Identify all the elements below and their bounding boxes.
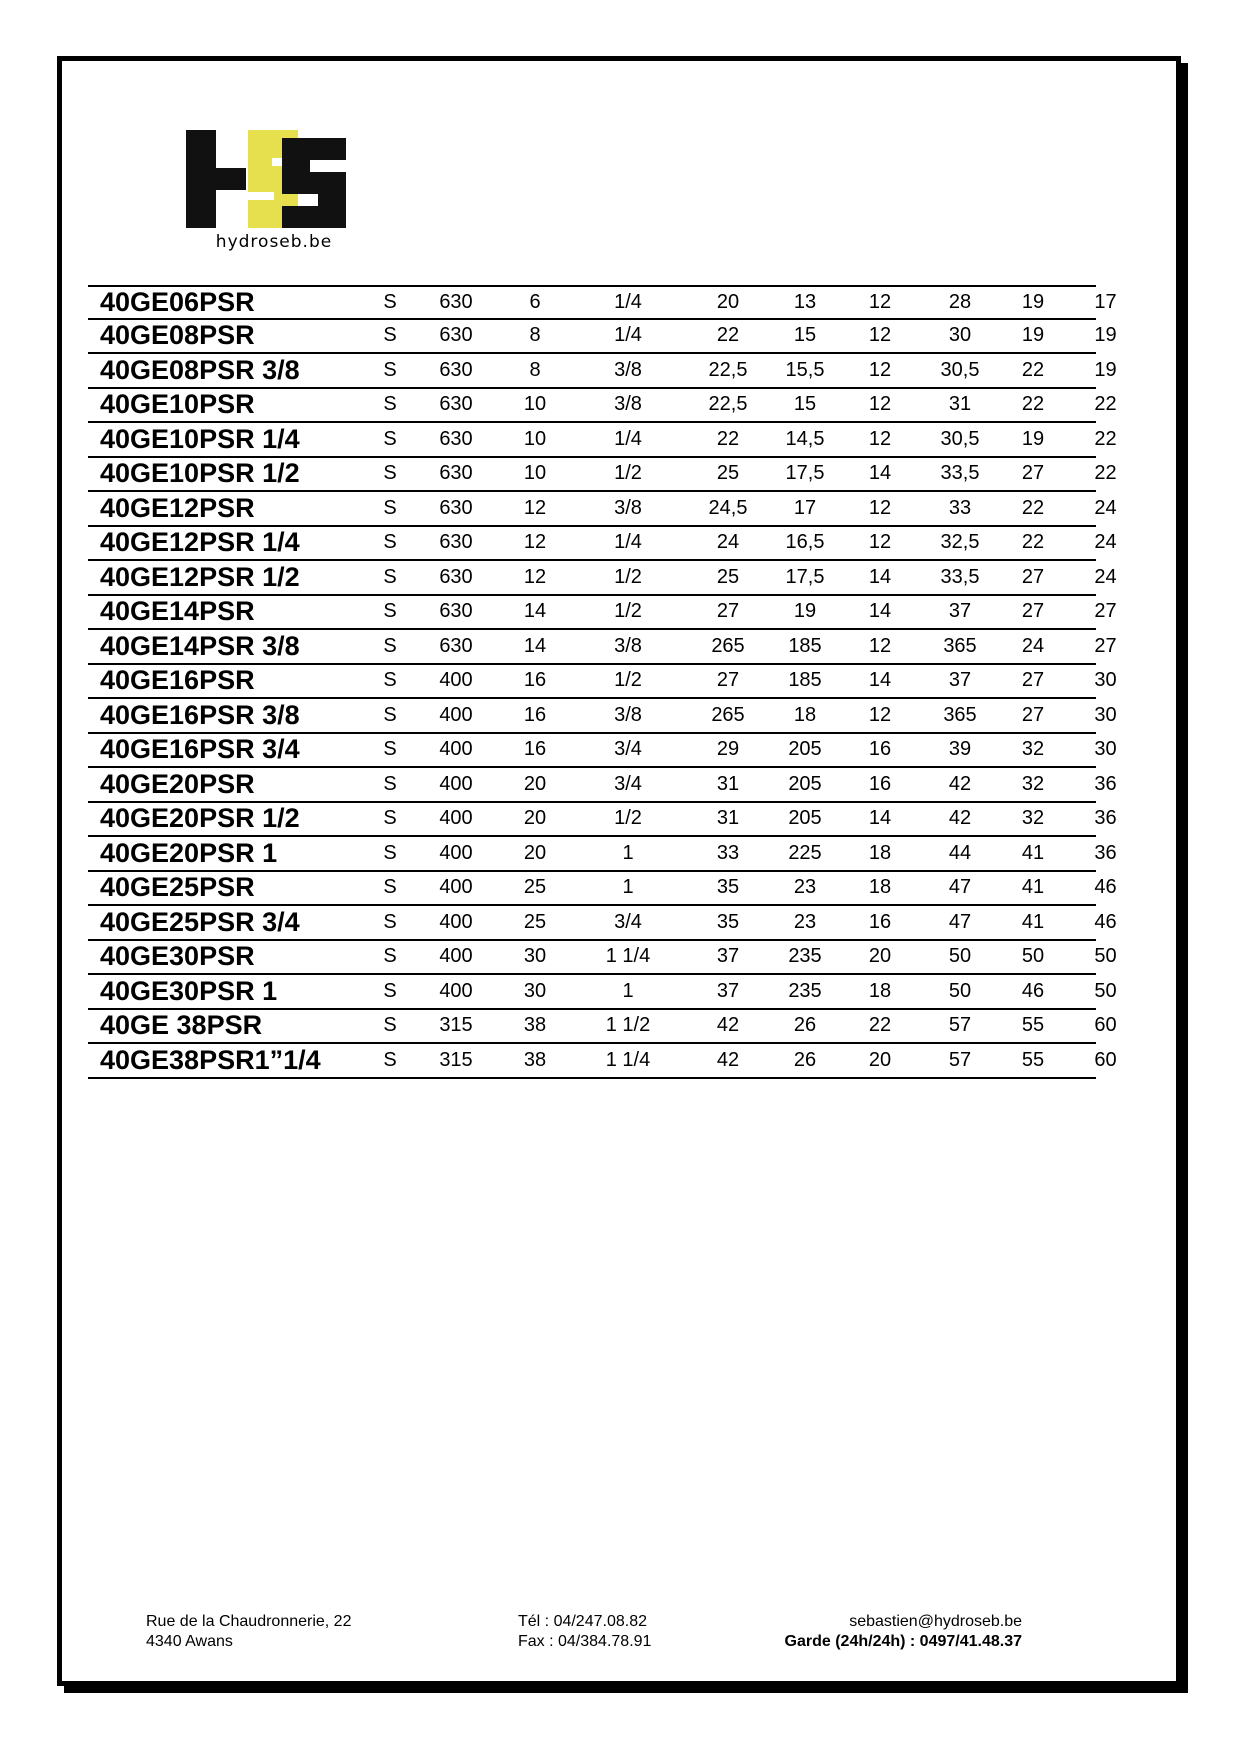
- table-cell: S: [383, 290, 397, 313]
- table-cell: 27: [1094, 600, 1117, 623]
- table-cell: 18: [868, 979, 892, 1002]
- table-cell: 55: [1021, 1014, 1045, 1037]
- table-cell: 16: [868, 910, 892, 933]
- product-reference: 40GE20PSR 1/2: [100, 803, 300, 834]
- table-cell: 20: [523, 807, 547, 830]
- table-cell: 12: [868, 393, 892, 416]
- product-reference: 40GE16PSR 3/8: [100, 699, 300, 730]
- table-cell: 50: [948, 979, 972, 1002]
- table-cell: 1/4: [614, 290, 642, 313]
- table-cell: 30,5: [940, 358, 980, 381]
- table-row: [88, 665, 1117, 700]
- table-cell: 400: [439, 738, 473, 761]
- product-reference: 40GE 38PSR: [100, 1010, 263, 1041]
- table-cell: 10: [523, 427, 547, 450]
- table-cell: 36: [1094, 807, 1117, 830]
- table-cell: 22: [1021, 393, 1045, 416]
- table-cell: 46: [1021, 979, 1045, 1002]
- table-cell: 22: [1094, 462, 1117, 485]
- table-cell: 235: [788, 979, 822, 1002]
- table-cell: 47: [948, 910, 972, 933]
- table-cell: 10: [523, 462, 547, 485]
- table-cell: 3/8: [614, 496, 642, 519]
- product-reference: 40GE12PSR: [100, 492, 255, 523]
- table-cell: 55: [1021, 1048, 1045, 1071]
- table-cell: 20: [716, 290, 740, 313]
- table-cell: 1 1/4: [605, 1048, 651, 1071]
- table-cell: 38: [523, 1014, 547, 1037]
- table-cell: 1/2: [614, 669, 642, 692]
- table-cell: 3/4: [614, 738, 642, 761]
- table-cell: S: [383, 772, 397, 795]
- table-row: [88, 837, 1117, 872]
- table-row: [88, 596, 1117, 631]
- table-cell: 36: [1094, 841, 1117, 864]
- table-cell: 24: [1094, 531, 1117, 554]
- table-cell: 630: [439, 496, 473, 519]
- table-cell: 12: [868, 531, 892, 554]
- table-cell: 46: [1094, 876, 1117, 899]
- table-cell: 42: [948, 772, 972, 795]
- table-cell: S: [383, 807, 397, 830]
- table-cell: 400: [439, 669, 473, 692]
- table-cell: 26: [793, 1048, 817, 1071]
- table-cell: 12: [868, 703, 892, 726]
- table-cell: 30: [1094, 669, 1117, 692]
- table-cell: 22: [716, 427, 740, 450]
- product-reference: 40GE10PSR: [100, 389, 255, 420]
- table-cell: 22: [1021, 531, 1045, 554]
- table-cell: S: [383, 634, 397, 657]
- table-cell: 24: [716, 531, 740, 554]
- table-cell: 50: [1094, 979, 1117, 1002]
- table-cell: 12: [868, 496, 892, 519]
- table-cell: 12: [523, 531, 547, 554]
- table-cell: S: [383, 600, 397, 623]
- table-cell: 365: [943, 703, 977, 726]
- table-cell: 14: [868, 600, 892, 623]
- table-cell: 14: [868, 669, 892, 692]
- footer-contact: [700, 1612, 1022, 1652]
- table-cell: 50: [1094, 945, 1117, 968]
- table-cell: 400: [439, 945, 473, 968]
- table-cell: 12: [523, 565, 547, 588]
- table-cell: 37: [716, 979, 740, 1002]
- table-cell: 400: [439, 703, 473, 726]
- table-cell: S: [383, 565, 397, 588]
- table-cell: 400: [439, 841, 473, 864]
- table-row: [88, 941, 1117, 976]
- table-cell: 32: [1021, 807, 1045, 830]
- table-row: [88, 1010, 1117, 1045]
- table-cell: 12: [868, 290, 892, 313]
- table-row: [88, 320, 1117, 355]
- product-reference: 40GE12PSR 1/2: [100, 561, 300, 592]
- table-cell: 36: [1094, 772, 1117, 795]
- table-cell: 57: [948, 1048, 972, 1071]
- table-cell: 14: [868, 807, 892, 830]
- logo-text: hydroseb.be: [215, 232, 333, 252]
- table-cell: 32,5: [940, 531, 980, 554]
- table-row: [88, 1044, 1117, 1079]
- table-cell: 16: [523, 703, 547, 726]
- table-cell: 15: [793, 393, 817, 416]
- table-cell: 1/2: [614, 600, 642, 623]
- table-cell: 25: [523, 876, 547, 899]
- address-city: 4340 Awans: [146, 1633, 233, 1650]
- table-cell: 30: [948, 324, 972, 347]
- table-cell: 16: [523, 738, 547, 761]
- table-cell: 23: [793, 876, 817, 899]
- table-cell: 23: [793, 910, 817, 933]
- table-cell: 32: [1021, 772, 1045, 795]
- table-cell: 60: [1094, 1048, 1117, 1071]
- table-cell: 27: [1021, 703, 1045, 726]
- table-cell: 19: [793, 600, 817, 623]
- table-cell: 20: [523, 772, 547, 795]
- table-cell: 19: [1021, 290, 1045, 313]
- table-cell: 18: [868, 841, 892, 864]
- table-cell: 12: [868, 324, 892, 347]
- table-cell: 50: [948, 945, 972, 968]
- table-cell: 20: [868, 945, 892, 968]
- product-reference: 40GE16PSR: [100, 665, 255, 696]
- table-cell: 42: [716, 1048, 740, 1071]
- table-row: [88, 872, 1117, 907]
- table-cell: 15: [793, 324, 817, 347]
- table-row: [88, 389, 1117, 424]
- table-cell: 14: [868, 462, 892, 485]
- table-cell: 14: [868, 565, 892, 588]
- table-cell: 630: [439, 290, 473, 313]
- table-row: [88, 527, 1117, 562]
- table-cell: 12: [868, 358, 892, 381]
- table-cell: 1/4: [614, 324, 642, 347]
- table-cell: 19: [1094, 324, 1117, 347]
- table-cell: 42: [716, 1014, 740, 1037]
- table-cell: S: [383, 1014, 397, 1037]
- table-cell: 27: [1021, 669, 1045, 692]
- table-cell: 37: [948, 600, 972, 623]
- table-cell: 18: [868, 876, 892, 899]
- table-cell: 46: [1094, 910, 1117, 933]
- table-row: [88, 975, 1117, 1010]
- table-cell: 28: [948, 290, 972, 313]
- table-cell: 30,5: [940, 427, 980, 450]
- table-cell: 25: [716, 565, 740, 588]
- footer-address: [146, 1612, 351, 1652]
- table-cell: 1/2: [614, 462, 642, 485]
- table-cell: 6: [529, 290, 541, 313]
- garde-number: Garde (24h/24h) : 0497/41.48.37: [784, 1633, 1022, 1650]
- table-cell: 33: [716, 841, 740, 864]
- table-cell: 1/2: [614, 807, 642, 830]
- product-reference: 40GE14PSR 3/8: [100, 630, 300, 661]
- table-cell: 400: [439, 910, 473, 933]
- table-cell: 12: [868, 634, 892, 657]
- table-row: [88, 906, 1117, 941]
- address-street: Rue de la Chaudronnerie, 22: [146, 1613, 352, 1630]
- table-cell: 365: [943, 634, 977, 657]
- table-cell: 3/4: [614, 772, 642, 795]
- table-cell: 17,5: [785, 462, 825, 485]
- table-cell: 205: [788, 807, 822, 830]
- table-cell: 22: [716, 324, 740, 347]
- table-cell: 1 1/2: [605, 1014, 651, 1037]
- product-reference: 40GE06PSR: [100, 286, 255, 317]
- table-cell: S: [383, 1048, 397, 1071]
- table-cell: 14: [523, 634, 547, 657]
- footer-phone: [518, 1612, 651, 1652]
- table-cell: 31: [716, 807, 740, 830]
- table-cell: 13: [793, 290, 817, 313]
- table-cell: 25: [716, 462, 740, 485]
- table-cell: S: [383, 358, 397, 381]
- product-reference: 40GE12PSR 1/4: [100, 527, 300, 558]
- table-cell: 1/4: [614, 531, 642, 554]
- table-cell: 16,5: [785, 531, 825, 554]
- table-cell: 16: [868, 772, 892, 795]
- table-cell: 41: [1021, 876, 1045, 899]
- product-reference: 40GE08PSR 3/8: [100, 354, 300, 385]
- table-cell: 18: [793, 703, 817, 726]
- table-cell: 31: [948, 393, 972, 416]
- table-cell: 31: [716, 772, 740, 795]
- table-cell: 12: [523, 496, 547, 519]
- table-cell: 22: [1021, 496, 1045, 519]
- table-cell: 37: [948, 669, 972, 692]
- table-row: [88, 354, 1117, 389]
- table-cell: 19: [1094, 358, 1117, 381]
- table-cell: 630: [439, 358, 473, 381]
- table-cell: 16: [868, 738, 892, 761]
- table-cell: 29: [716, 738, 740, 761]
- table-cell: 3/8: [614, 634, 642, 657]
- table-cell: 47: [948, 876, 972, 899]
- table-cell: 15,5: [785, 358, 825, 381]
- table-cell: 27: [1021, 565, 1045, 588]
- product-reference: 40GE30PSR: [100, 941, 255, 972]
- table-cell: 315: [439, 1048, 473, 1071]
- product-reference: 40GE30PSR 1: [100, 975, 278, 1006]
- table-cell: 1: [622, 979, 634, 1002]
- table-cell: 315: [439, 1014, 473, 1037]
- table-row: [88, 803, 1117, 838]
- table-row: [88, 458, 1117, 493]
- product-reference: 40GE20PSR: [100, 768, 255, 799]
- table-cell: 20: [523, 841, 547, 864]
- table-cell: 630: [439, 565, 473, 588]
- table-cell: 22: [1094, 427, 1117, 450]
- table-cell: 1/2: [614, 565, 642, 588]
- table-cell: 33,5: [940, 462, 980, 485]
- table-cell: 24: [1021, 634, 1045, 657]
- table-cell: 24: [1094, 565, 1117, 588]
- table-cell: 8: [529, 358, 541, 381]
- table-row: [88, 285, 1117, 320]
- table-cell: 27: [1021, 462, 1045, 485]
- table-cell: 630: [439, 393, 473, 416]
- table-cell: 8: [529, 324, 541, 347]
- table-row: [88, 492, 1117, 527]
- table-cell: S: [383, 496, 397, 519]
- table-cell: 3/8: [614, 358, 642, 381]
- table-cell: 17,5: [785, 565, 825, 588]
- table-cell: S: [383, 669, 397, 692]
- table-cell: S: [383, 703, 397, 726]
- table-cell: 33,5: [940, 565, 980, 588]
- table-cell: 30: [523, 945, 547, 968]
- product-reference: 40GE16PSR 3/4: [100, 734, 300, 765]
- table-cell: 22,5: [708, 393, 748, 416]
- table-cell: 22: [868, 1014, 892, 1037]
- table-cell: 10: [523, 393, 547, 416]
- table-row: [88, 561, 1117, 596]
- table-cell: 27: [716, 600, 740, 623]
- table-cell: 225: [788, 841, 822, 864]
- table-cell: 37: [716, 945, 740, 968]
- table-cell: 24: [1094, 496, 1117, 519]
- table-row: [88, 699, 1117, 734]
- table-cell: 185: [788, 634, 822, 657]
- table-cell: 265: [711, 634, 745, 657]
- table-cell: 1: [622, 876, 634, 899]
- table-row: [88, 423, 1117, 458]
- table-cell: 400: [439, 807, 473, 830]
- table-cell: 630: [439, 531, 473, 554]
- table-cell: 3/8: [614, 703, 642, 726]
- table-cell: S: [383, 393, 397, 416]
- product-reference: 40GE14PSR: [100, 596, 255, 627]
- table-cell: 185: [788, 669, 822, 692]
- product-reference: 40GE10PSR 1/4: [100, 423, 300, 454]
- table-cell: 44: [948, 841, 972, 864]
- table-cell: 22,5: [708, 358, 748, 381]
- tel-number: Tél : 04/247.08.82: [518, 1613, 647, 1630]
- table-cell: 17: [1094, 290, 1117, 313]
- table-cell: 12: [868, 427, 892, 450]
- table-cell: S: [383, 876, 397, 899]
- table-cell: 26: [793, 1014, 817, 1037]
- table-cell: 630: [439, 600, 473, 623]
- table-cell: 205: [788, 738, 822, 761]
- table-cell: 38: [523, 1048, 547, 1071]
- table-cell: 20: [868, 1048, 892, 1071]
- table-cell: 33: [948, 496, 972, 519]
- product-table: [88, 285, 1117, 1079]
- product-reference: 40GE20PSR 1: [100, 837, 278, 868]
- table-cell: 1 1/4: [605, 945, 651, 968]
- table-cell: S: [383, 427, 397, 450]
- table-cell: S: [383, 979, 397, 1002]
- table-cell: 235: [788, 945, 822, 968]
- email-link[interactable]: sebastien@hydroseb.be: [849, 1613, 1022, 1630]
- table-cell: S: [383, 910, 397, 933]
- table-cell: 630: [439, 324, 473, 347]
- product-reference: 40GE38PSR1”1/4: [100, 1044, 321, 1075]
- table-cell: 30: [523, 979, 547, 1002]
- table-cell: S: [383, 324, 397, 347]
- table-cell: 57: [948, 1014, 972, 1037]
- table-row: [88, 734, 1117, 769]
- table-cell: 27: [1021, 600, 1045, 623]
- table-cell: 1/4: [614, 427, 642, 450]
- table-cell: 50: [1021, 945, 1045, 968]
- product-reference: 40GE08PSR: [100, 320, 255, 351]
- table-cell: 630: [439, 462, 473, 485]
- table-row: [88, 768, 1117, 803]
- table-cell: 32: [1021, 738, 1045, 761]
- table-cell: 3/8: [614, 393, 642, 416]
- table-cell: 60: [1094, 1014, 1117, 1037]
- table-cell: 630: [439, 634, 473, 657]
- table-cell: S: [383, 531, 397, 554]
- product-reference: 40GE10PSR 1/2: [100, 458, 300, 489]
- table-cell: 400: [439, 876, 473, 899]
- table-cell: 630: [439, 427, 473, 450]
- table-cell: 17: [793, 496, 817, 519]
- table-cell: 30: [1094, 738, 1117, 761]
- table-cell: 30: [1094, 703, 1117, 726]
- table-cell: 22: [1094, 393, 1117, 416]
- table-cell: S: [383, 945, 397, 968]
- table-cell: 39: [948, 738, 972, 761]
- table-cell: 19: [1021, 427, 1045, 450]
- product-reference: 40GE25PSR: [100, 872, 255, 903]
- table-cell: 205: [788, 772, 822, 795]
- table-cell: 22: [1021, 358, 1045, 381]
- table-cell: 14,5: [785, 427, 825, 450]
- table-cell: 42: [948, 807, 972, 830]
- table-cell: 400: [439, 979, 473, 1002]
- table-cell: 16: [523, 669, 547, 692]
- table-cell: 35: [716, 876, 740, 899]
- table-cell: 41: [1021, 910, 1045, 933]
- product-reference: 40GE25PSR 3/4: [100, 906, 300, 937]
- table-cell: S: [383, 462, 397, 485]
- table-row: [88, 630, 1117, 665]
- table-cell: 19: [1021, 324, 1045, 347]
- table-cell: 24,5: [708, 496, 748, 519]
- table-cell: S: [383, 738, 397, 761]
- table-cell: 400: [439, 772, 473, 795]
- table-cell: 27: [1094, 634, 1117, 657]
- fax-number: Fax : 04/384.78.91: [518, 1633, 652, 1650]
- table-cell: 1: [622, 841, 634, 864]
- table-cell: 3/4: [614, 910, 642, 933]
- table-cell: 14: [523, 600, 547, 623]
- table-cell: S: [383, 841, 397, 864]
- table-cell: 27: [716, 669, 740, 692]
- table-cell: 265: [711, 703, 745, 726]
- table-cell: 41: [1021, 841, 1045, 864]
- table-cell: 25: [523, 910, 547, 933]
- table-cell: 35: [716, 910, 740, 933]
